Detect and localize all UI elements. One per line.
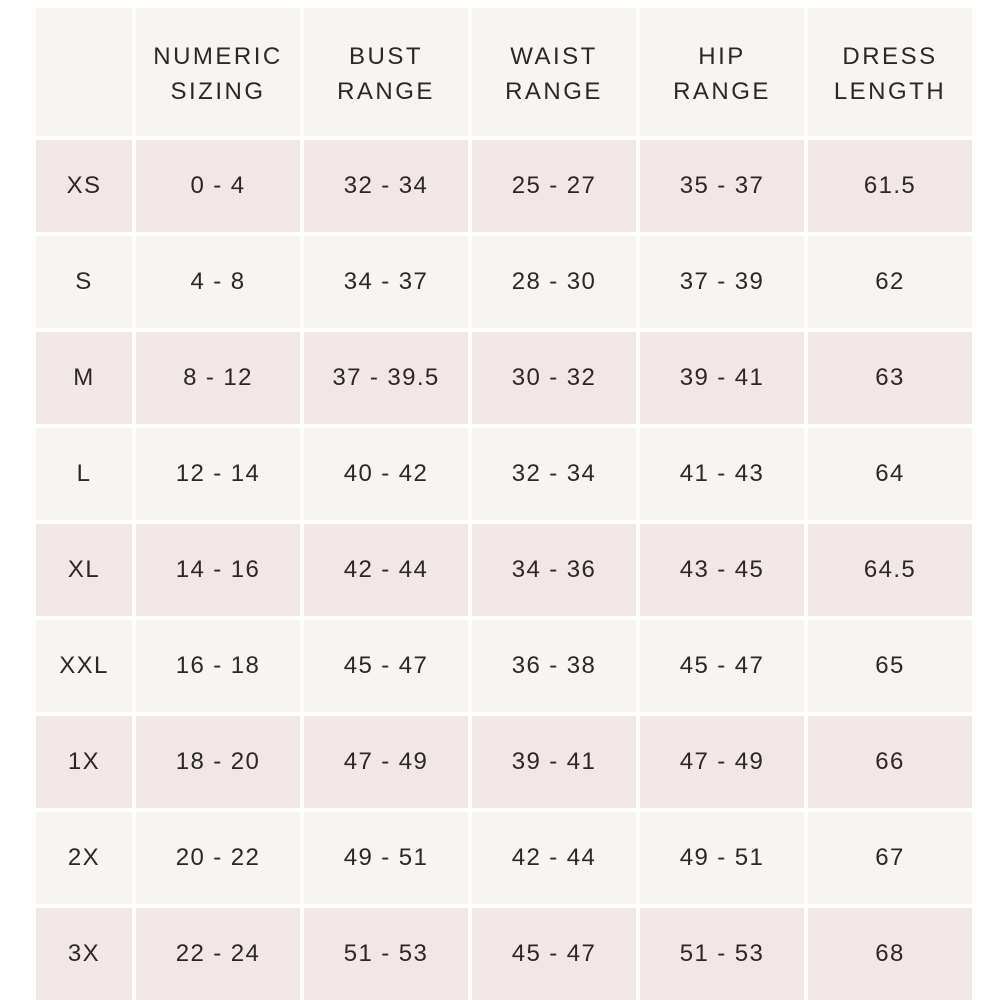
waist-range-cell: 36 - 38	[472, 620, 636, 712]
hip-range-cell: 47 - 49	[640, 716, 804, 808]
dress-length-cell: 64	[808, 428, 972, 520]
size-label-cell: S	[36, 236, 132, 328]
size-label-cell: L	[36, 428, 132, 520]
numeric-sizing-cell: 8 - 12	[136, 332, 300, 424]
waist-range-cell: 39 - 41	[472, 716, 636, 808]
size-label-cell: 3X	[36, 908, 132, 1000]
numeric-sizing-cell: 12 - 14	[136, 428, 300, 520]
header-cell-bust-range: BUST RANGE	[304, 8, 468, 136]
waist-range-cell: 30 - 32	[472, 332, 636, 424]
dress-length-cell: 67	[808, 812, 972, 904]
waist-range-cell: 42 - 44	[472, 812, 636, 904]
hip-range-cell: 51 - 53	[640, 908, 804, 1000]
waist-range-cell: 34 - 36	[472, 524, 636, 616]
header-cell-waist-range: WAIST RANGE	[472, 8, 636, 136]
header-cell-numeric-sizing: NUMERIC SIZING	[136, 8, 300, 136]
dress-length-cell: 66	[808, 716, 972, 808]
bust-range-cell: 45 - 47	[304, 620, 468, 712]
header-cell-size	[36, 8, 132, 136]
hip-range-cell: 39 - 41	[640, 332, 804, 424]
waist-range-cell: 25 - 27	[472, 140, 636, 232]
bust-range-cell: 37 - 39.5	[304, 332, 468, 424]
numeric-sizing-cell: 0 - 4	[136, 140, 300, 232]
numeric-sizing-cell: 14 - 16	[136, 524, 300, 616]
hip-range-cell: 37 - 39	[640, 236, 804, 328]
dress-length-cell: 61.5	[808, 140, 972, 232]
hip-range-cell: 43 - 45	[640, 524, 804, 616]
bust-range-cell: 51 - 53	[304, 908, 468, 1000]
dress-length-cell: 65	[808, 620, 972, 712]
bust-range-cell: 47 - 49	[304, 716, 468, 808]
numeric-sizing-cell: 18 - 20	[136, 716, 300, 808]
dress-length-cell: 68	[808, 908, 972, 1000]
waist-range-cell: 32 - 34	[472, 428, 636, 520]
hip-range-cell: 49 - 51	[640, 812, 804, 904]
bust-range-cell: 34 - 37	[304, 236, 468, 328]
numeric-sizing-cell: 20 - 22	[136, 812, 300, 904]
dress-length-cell: 64.5	[808, 524, 972, 616]
hip-range-cell: 45 - 47	[640, 620, 804, 712]
size-chart-table	[36, 8, 964, 998]
size-label-cell: XXL	[36, 620, 132, 712]
waist-range-cell: 45 - 47	[472, 908, 636, 1000]
size-label-cell: XL	[36, 524, 132, 616]
hip-range-cell: 35 - 37	[640, 140, 804, 232]
size-label-cell: 2X	[36, 812, 132, 904]
size-label-cell: 1X	[36, 716, 132, 808]
bust-range-cell: 42 - 44	[304, 524, 468, 616]
waist-range-cell: 28 - 30	[472, 236, 636, 328]
header-cell-dress-length: DRESS LENGTH	[808, 8, 972, 136]
dress-length-cell: 63	[808, 332, 972, 424]
numeric-sizing-cell: 22 - 24	[136, 908, 300, 1000]
bust-range-cell: 32 - 34	[304, 140, 468, 232]
bust-range-cell: 40 - 42	[304, 428, 468, 520]
numeric-sizing-cell: 16 - 18	[136, 620, 300, 712]
size-label-cell: XS	[36, 140, 132, 232]
dress-length-cell: 62	[808, 236, 972, 328]
numeric-sizing-cell: 4 - 8	[136, 236, 300, 328]
header-cell-hip-range: HIP RANGE	[640, 8, 804, 136]
bust-range-cell: 49 - 51	[304, 812, 468, 904]
size-label-cell: M	[36, 332, 132, 424]
hip-range-cell: 41 - 43	[640, 428, 804, 520]
